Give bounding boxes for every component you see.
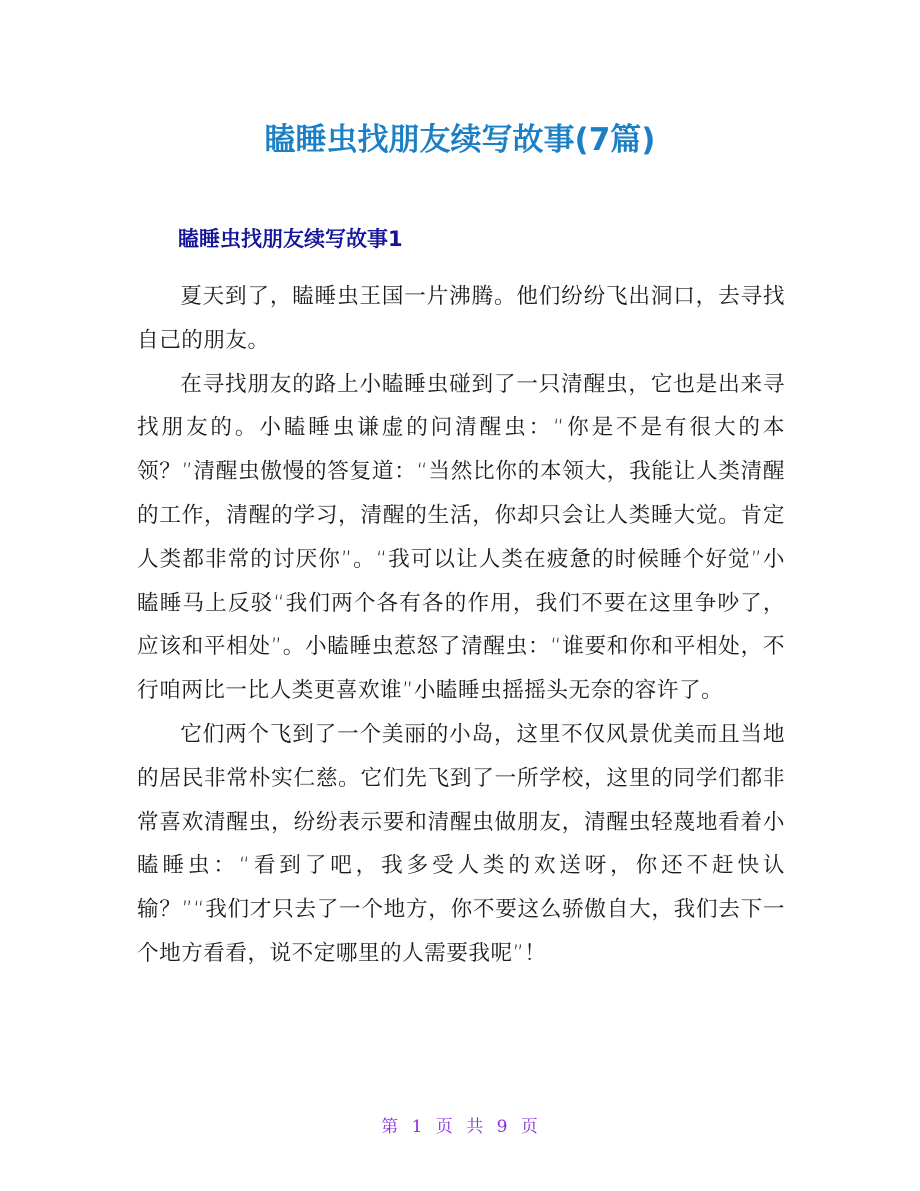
paragraph: 它们两个飞到了一个美丽的小岛，这里不仅风景优美而且当地的居民非常朴实仁慈。它们先飞到了一所学校，这里的同学们都非常喜欢清醒虫，纷纷表示要和清醒虫做朋友，清醒虫轻蔑地看着小瞌睡虫：“看到了吧，我多受人类的欢送呀，你还不赶快认输？”“我们才只去了一个地方，你不要这么骄傲自大，我们去下一个地方看看，说不定哪里的人需要我呢”！ xyxy=(137,721,785,966)
document-body xyxy=(137,275,785,976)
paragraph: 在寻找朋友的路上小瞌睡虫碰到了一只清醒虫，它也是出来寻找朋友的。小瞌睡虫谦虚的问清醒虫：“你是不是有很大的本领？”清醒虫傲慢的答复道：“当然比你的本领大，我能让人类清醒的工作，清醒的学习，清醒的生活，你却只会让人类睡大觉。肯定人类都非常的讨厌你”。“我可以让人类在疲惫的时候睡个好觉”小瞌睡马上反驳“我们两个各有各的作用，我们不要在这里争吵了，应该和平相处”。小瞌睡虫惹怒了清醒虫：“谁要和你和平相处，不行咱两比一比人类更喜欢谁”小瞌睡虫摇摇头无奈的容许了。 xyxy=(137,371,785,704)
page-number-footer: 第 1 页 共 9 页 xyxy=(381,1117,539,1137)
paragraph: 夏天到了，瞌睡虫王国一片沸腾。他们纷纷飞出洞口，去寻找自己的朋友。 xyxy=(137,284,785,353)
section-heading: 瞌睡虫找朋友续写故事1 xyxy=(178,227,403,251)
document-title: 瞌睡虫找朋友续写故事(7篇) xyxy=(264,122,656,158)
